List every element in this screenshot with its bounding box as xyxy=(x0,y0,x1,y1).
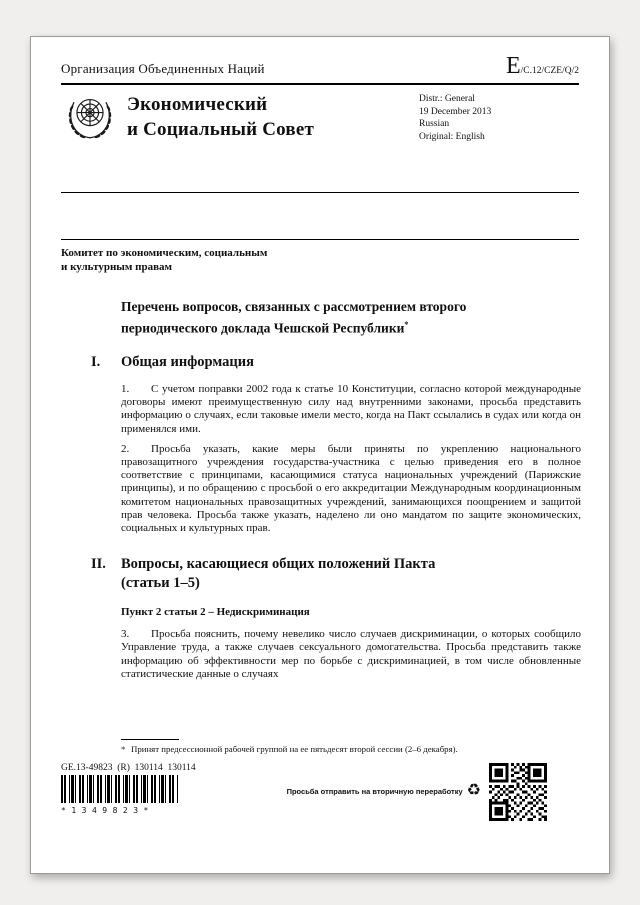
document-page xyxy=(30,36,610,874)
document-title xyxy=(121,298,469,337)
section-2-title xyxy=(121,555,435,592)
recycle-notice xyxy=(287,783,481,799)
distr-line: Distr.: General xyxy=(419,94,475,104)
paragraph-2-number: 2. xyxy=(121,442,130,455)
section-1-heading xyxy=(91,353,581,372)
document-body xyxy=(91,298,581,681)
paragraph-2-text: Просьба указать, какие меры были приняты по укреплению национального правозащитного учреждения государства-участника с целью приведения его в полное соответствие с принципами, касающимися статуса национальных учреждений (Парижские принципы), и по обращению с просьбой о его аккредитации Международным координационным комитетом национальных правозащитных учреждений, занимающихся поощрением и защитой прав человека. Просьба также указать, наделено ли оно мандатом по защите экономических, социальных и культурных прав. xyxy=(121,442,581,535)
header-divider xyxy=(61,83,579,85)
doc-symbol xyxy=(506,53,579,80)
doc-symbol-series: E xyxy=(506,53,521,79)
org-name: Организация Объединенных Наций xyxy=(61,61,265,76)
organ-title-line1: Экономический xyxy=(127,94,268,115)
paragraph-3-number: 3. xyxy=(121,628,130,641)
section-1-number: I. xyxy=(91,353,101,370)
un-emblem-icon xyxy=(61,91,119,150)
paragraph-1 xyxy=(121,383,581,436)
paragraph-3-text: Просьба пояснить, почему невелико число случаев дискриминации, о которых сообщило Управление труда, а также случаев сексуального домогательства. Просьба представить также информацию об эффективности мер по борьбе с дискриминацией, в том числе обновленные статистические данные о случаях xyxy=(121,628,581,680)
committee-name-line2: и культурным правам xyxy=(61,260,172,273)
date-line: 19 December 2013 xyxy=(419,106,492,117)
masthead-divider xyxy=(61,192,579,193)
article-subheading: Пункт 2 статьи 2 – Недискриминация xyxy=(121,606,310,619)
barcode-text: *1349823* xyxy=(61,806,154,815)
paragraph-2 xyxy=(121,443,581,535)
paragraph-3 xyxy=(121,628,581,681)
footnote-text: Принят предсессионной рабочей группой на ее пятьдесят второй сессии (2–6 декабря). xyxy=(131,744,458,754)
distribution-block xyxy=(419,91,579,150)
qr-code xyxy=(489,763,547,821)
footnote-text-line xyxy=(121,744,561,755)
recycle-icon: ♻ xyxy=(466,782,481,799)
barcode-stripes xyxy=(61,775,179,803)
document-id-line: GE.13-49823 (R) 130114 130114 xyxy=(61,763,196,773)
committee-name-line1: Комитет по экономическим, социальным xyxy=(61,247,268,259)
masthead xyxy=(61,91,579,150)
section-2-title-line2: (статьи 1–5) xyxy=(121,574,200,591)
committee-name xyxy=(61,247,579,274)
footnote-separator xyxy=(121,739,179,740)
doc-symbol-number: /C.12/CZE/Q/2 xyxy=(520,66,579,76)
language-line: Russian xyxy=(419,119,450,129)
paragraph-1-number: 1. xyxy=(121,383,130,395)
section-2-number: II. xyxy=(91,556,106,573)
barcode xyxy=(61,775,179,815)
section-2-title-line1: Вопросы, касающиеся общих положений Пакта xyxy=(121,556,436,573)
committee-divider xyxy=(61,239,579,240)
document-header xyxy=(61,53,579,80)
document-title-text: Перечень вопросов, связанных с рассмотрением второго периодического доклада Чешской Республики xyxy=(121,299,467,335)
footnote xyxy=(121,739,561,755)
recycle-text: Просьба отправить на вторичную переработку xyxy=(286,786,463,796)
organ-title-line2: и Социальный Совет xyxy=(127,119,315,140)
footnote-marker: * xyxy=(121,744,126,754)
footnote-reference: * xyxy=(404,319,409,329)
organ-title xyxy=(119,91,419,150)
section-1-title: Общая информация xyxy=(121,353,254,370)
paragraph-1-text: С учетом поправки 2002 года к статье 10 Конституции, согласно которой международные договоры имеют преимущественную силу над внутренними законами, просьба представить информацию о случаях, если таковые имели место, когда на Пакт ссылались в судах или когда он применялся ими. xyxy=(121,383,581,435)
section-2-heading xyxy=(91,555,581,592)
original-language-line: Original: English xyxy=(419,131,485,142)
